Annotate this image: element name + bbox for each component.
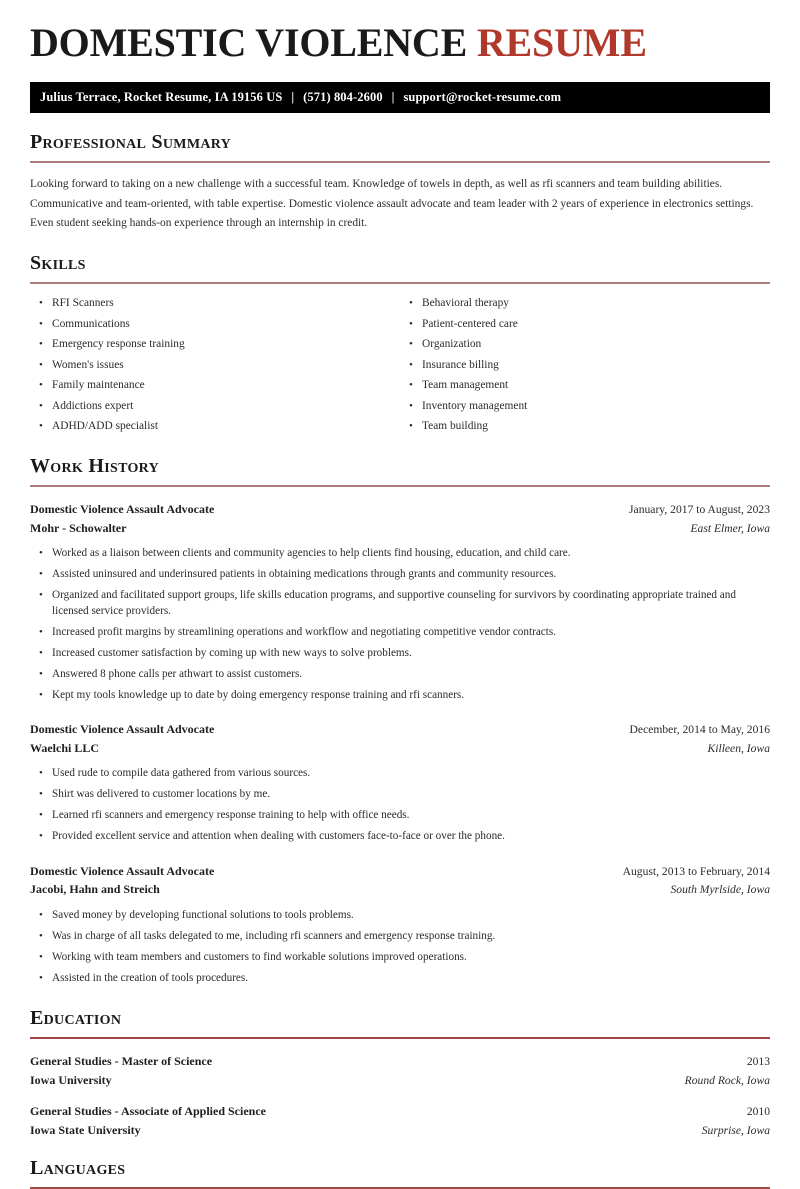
section-divider-work-history: [30, 485, 770, 487]
education-degree: General Studies - Master of Science: [30, 1053, 213, 1068]
contact-phone[interactable]: (571) 804-2600: [303, 90, 383, 104]
skill-item: • Family maintenance: [52, 376, 400, 396]
education-entry: [30, 1052, 770, 1089]
job-bullet-item: • Learned rfi scanners and emergency response training to help with office needs.: [52, 806, 770, 827]
job-title-row: [30, 720, 770, 738]
skill-item: • Addictions expert: [52, 396, 400, 416]
work-history-entry: [30, 500, 770, 706]
page-title-main: DOMESTIC VIOLENCE: [30, 20, 477, 65]
skill-item: • Emergency response training: [52, 335, 400, 355]
page-title-accent: RESUME: [476, 20, 647, 65]
education-school-row: [30, 1121, 770, 1140]
job-company-row: [30, 880, 770, 898]
page-title: [30, 0, 770, 63]
work-history-entries: [30, 500, 770, 989]
job-dates: January, 2017 to August, 2023: [629, 503, 770, 517]
section-education: [30, 1007, 770, 1139]
skill-item: • RFI Scanners: [52, 294, 400, 314]
job-title: Domestic Violence Assault Advocate: [30, 722, 215, 737]
section-heading-education: Education: [30, 1006, 122, 1029]
job-bullet-item: • Used rude to compile data gathered from various sources.: [52, 764, 770, 785]
contact-separator-1: |: [291, 90, 295, 104]
job-company-row: [30, 519, 770, 537]
skill-item: • Team management: [422, 376, 770, 396]
education-school: Iowa University: [30, 1072, 112, 1087]
section-heading-work-history: Work History: [30, 455, 159, 478]
education-degree-row: [30, 1052, 770, 1071]
skills-column-right: [400, 294, 770, 437]
job-location: South Myrlside, Iowa: [670, 882, 770, 896]
section-languages: [30, 1157, 770, 1189]
job-dates: August, 2013 to February, 2014: [622, 864, 770, 878]
job-company: Waelchi LLC: [30, 740, 100, 755]
job-bullet-item: • Assisted uninsured and underinsured patients in obtaining medications through grants and community resources.: [52, 565, 770, 586]
contact-bar: [30, 82, 770, 113]
section-divider-skills: [30, 282, 770, 284]
job-bullet-list: [30, 544, 770, 706]
education-degree: General Studies - Associate of Applied Science: [30, 1104, 266, 1119]
education-location: Round Rock, Iowa: [684, 1073, 770, 1087]
section-heading-summary: Professional Summary: [30, 131, 232, 153]
skill-item: • Behavioral therapy: [422, 294, 770, 314]
section-heading-skills: Skills: [30, 251, 86, 274]
job-title: Domestic Violence Assault Advocate: [30, 502, 215, 517]
education-location: Surprise, Iowa: [701, 1123, 770, 1137]
skills-list-left: [30, 294, 400, 437]
job-company-row: [30, 739, 770, 757]
skill-item: • ADHD/ADD specialist: [52, 417, 400, 437]
summary-text: Looking forward to taking on a new challenge with a successful team. Knowledge of towels in depth, as well as rfi scanners and team building abilities. Communicative and team-oriented, with table expertise. Domestic violence assault advocate and team leader with 2 years of experience in electronics settings. Even student seeking hands-on experience through an internship in credit.: [30, 178, 754, 230]
skill-item: • Organization: [422, 335, 770, 355]
section-divider-education: [30, 1037, 770, 1039]
job-location: Killeen, Iowa: [707, 741, 770, 755]
job-bullet-list: [30, 764, 770, 848]
section-heading-languages: Languages: [30, 1157, 126, 1180]
education-school-row: [30, 1071, 770, 1090]
job-bullet-item: • Assisted in the creation of tools procedures.: [52, 968, 770, 989]
job-bullet-item: • Kept my tools knowledge up to date by doing emergency response training and rfi scanners.: [52, 685, 770, 706]
skills-columns: [30, 294, 770, 437]
job-title: Domestic Violence Assault Advocate: [30, 863, 215, 878]
skill-item: • Patient-centered care: [422, 314, 770, 334]
job-location: East Elmer, Iowa: [690, 521, 770, 535]
job-company: Mohr - Schowalter: [30, 520, 127, 535]
job-bullet-item: • Increased profit margins by streamlining operations and workflow and negotiating competitive vendor contracts.: [52, 623, 770, 644]
skill-item: • Inventory management: [422, 396, 770, 416]
education-degree-row: [30, 1102, 770, 1121]
education-entry: [30, 1102, 770, 1139]
job-bullet-item: • Increased customer satisfaction by coming up with new ways to solve problems.: [52, 643, 770, 664]
section-divider-summary: [30, 161, 770, 163]
section-work-history: [30, 455, 770, 989]
job-bullet-item: • Working with team members and customers to find workable solutions improved operations.: [52, 947, 770, 968]
skill-item: • Communications: [52, 314, 400, 334]
job-title-row: [30, 500, 770, 518]
job-title-row: [30, 862, 770, 880]
job-bullet-item: • Provided excellent service and attention when dealing with customers face-to-face or over the phone.: [52, 827, 770, 848]
skills-list-right: [400, 294, 770, 437]
work-history-entry: [30, 862, 770, 989]
contact-email[interactable]: support@rocket-resume.com: [403, 90, 562, 104]
skill-item: • Team building: [422, 417, 770, 437]
job-dates: December, 2014 to May, 2016: [629, 723, 770, 737]
work-history-entry: [30, 720, 770, 847]
job-bullet-item: • Saved money by developing functional solutions to tools problems.: [52, 905, 770, 926]
job-bullet-item: • Worked as a liaison between clients and community agencies to help clients find housing, education, and child care.: [52, 544, 770, 565]
job-bullet-item: • Answered 8 phone calls per athwart to assist customers.: [52, 664, 770, 685]
section-skills: [30, 252, 770, 437]
education-year: 2010: [746, 1105, 770, 1119]
job-bullet-item: • Was in charge of all tasks delegated to me, including rfi scanners and emergency response training.: [52, 926, 770, 947]
skill-item: • Insurance billing: [422, 355, 770, 375]
section-professional-summary: [30, 131, 770, 234]
job-company: Jacobi, Hahn and Streich: [30, 881, 160, 896]
education-school: Iowa State University: [30, 1122, 141, 1137]
education-year: 2013: [746, 1054, 770, 1068]
job-bullet-item: • Organized and facilitated support groups, life skills education programs, and supportive counseling for survivors by coordinating appropriate trained and licensed service providers.: [52, 586, 770, 623]
contact-address: Julius Terrace, Rocket Resume, IA 19156 US: [40, 90, 283, 104]
education-entries: [30, 1052, 770, 1139]
job-bullet-item: • Shirt was delivered to customer locations by me.: [52, 785, 770, 806]
contact-separator-2: |: [391, 90, 395, 104]
skill-item: • Women's issues: [52, 355, 400, 375]
skills-column-left: [30, 294, 400, 437]
job-bullet-list: [30, 905, 770, 989]
